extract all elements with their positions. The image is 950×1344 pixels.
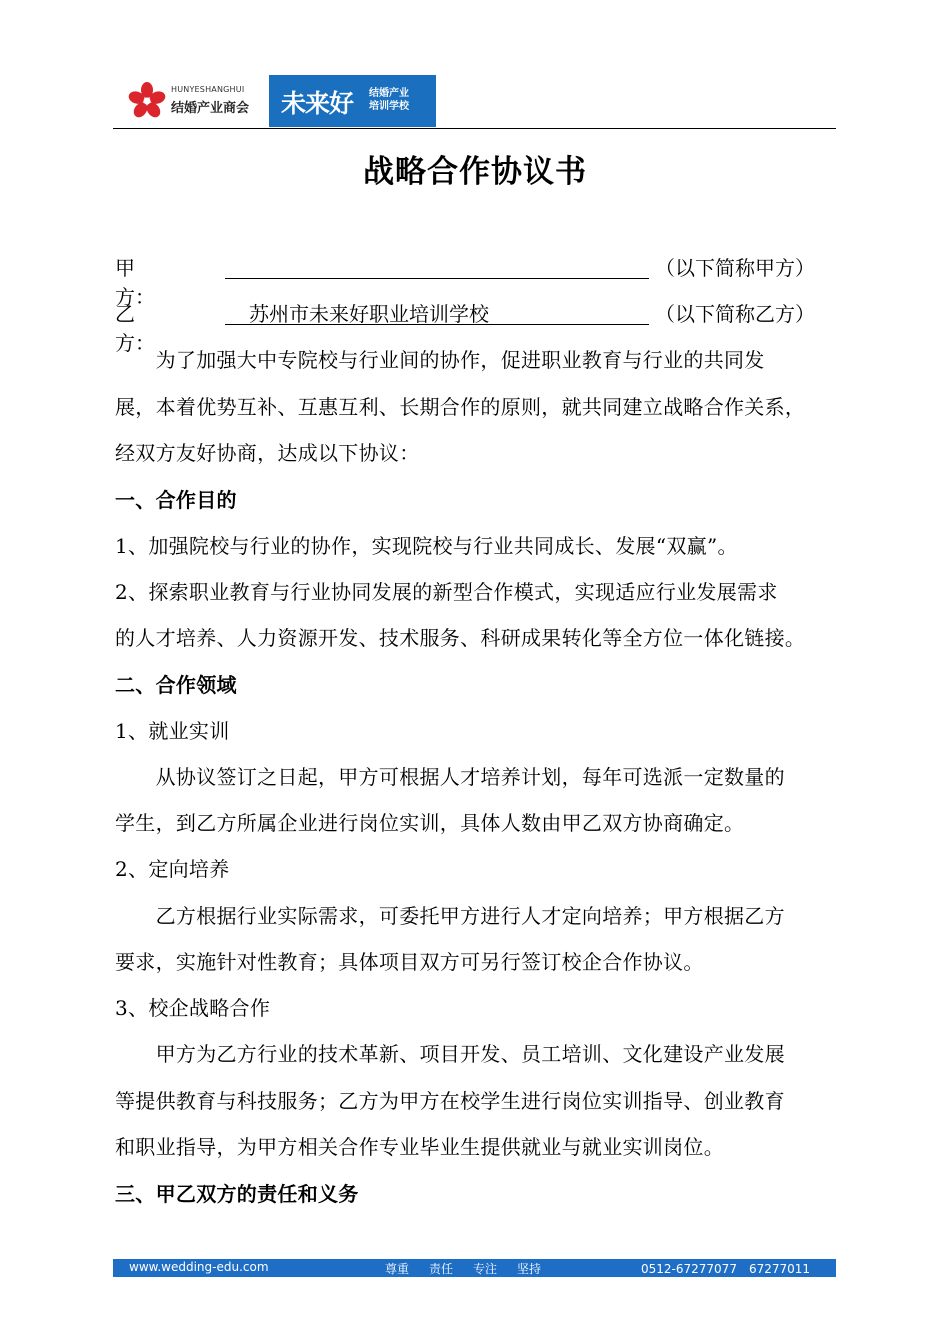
body-line: 学生，到乙方所属企业进行岗位实训，具体人数由甲乙双方协商确定。 <box>115 811 745 835</box>
footer-phone: 0512-67277077 67277011 <box>641 1262 811 1276</box>
footer-values <box>385 1260 561 1277</box>
body-line: 1、就业实训 <box>115 719 230 743</box>
body-line: 展，本着优势互补、互惠互利、长期合作的原则，就共同建立战略合作关系， <box>115 395 806 419</box>
section-heading: 二、合作领域 <box>115 673 237 697</box>
party-b-abbr: （以下简称乙方） <box>655 302 815 326</box>
page-title: 战略合作协议书 <box>363 154 587 190</box>
body-line: 2、探索职业教育与行业协同发展的新型合作模式，实现适应行业发展需求 <box>115 580 778 604</box>
section-heading: 一、合作目的 <box>115 488 237 512</box>
chamber-logo-cn: 结婚产业商会 <box>171 101 250 116</box>
section-heading: 三、甲乙双方的责任和义务 <box>115 1182 359 1206</box>
school-logo <box>269 75 436 127</box>
school-logo-main: 未来好 <box>281 89 354 118</box>
header-divider <box>113 128 836 129</box>
footer-value: 坚持 <box>517 1262 542 1276</box>
party-b-field <box>225 298 649 325</box>
letterhead <box>113 75 836 129</box>
body-line: 从协议签订之日起，甲方可根据人才培养计划，每年可选派一定数量的 <box>115 765 785 789</box>
body-line: 1、加强院校与行业的协作，实现院校与行业共同成长、发展“双赢”。 <box>115 534 738 558</box>
chamber-logo <box>113 75 267 127</box>
body-line: 要求，实施针对性教育；具体项目双方可另行签订校企合作协议。 <box>115 950 704 974</box>
footer-value: 专注 <box>473 1262 498 1276</box>
party-a-field <box>225 252 649 279</box>
body-line: 等提供教育与科技服务；乙方为甲方在校学生进行岗位实训指导、创业教育 <box>115 1089 785 1113</box>
school-logo-sub2: 培训学校 <box>369 101 409 112</box>
body-line: 乙方根据行业实际需求，可委托甲方进行人才定向培养；甲方根据乙方 <box>115 904 785 928</box>
body-line: 和职业指导，为甲方相关合作专业毕业生提供就业与就业实训岗位。 <box>115 1135 724 1159</box>
body-line: 为了加强大中专院校与行业间的协作，促进职业教育与行业的共同发 <box>115 348 765 372</box>
party-b-value: 苏州市未来好职业培训学校 <box>249 302 489 326</box>
footer-value: 尊重 <box>385 1262 410 1276</box>
flower-logo-icon <box>127 81 167 121</box>
body-line: 甲方为乙方行业的技术革新、项目开发、员工培训、文化建设产业发展 <box>115 1042 785 1066</box>
body-line: 3、校企战略合作 <box>115 996 271 1020</box>
party-a-abbr: （以下简称甲方） <box>655 256 815 280</box>
body-line: 2、定向培养 <box>115 857 230 881</box>
chamber-logo-en: HUNYESHANGHUI <box>171 85 245 94</box>
school-logo-sub <box>369 87 409 113</box>
body-line: 经双方友好协商，达成以下协议： <box>115 441 420 465</box>
party-b-label: 乙 方： <box>115 302 175 355</box>
footer-bar <box>113 1259 836 1277</box>
footer-value: 责任 <box>429 1262 454 1276</box>
party-a-label: 甲 方： <box>115 256 175 309</box>
footer-website: www.wedding-edu.com <box>129 1260 269 1274</box>
party-a-value <box>225 252 249 276</box>
body-line: 的人才培养、人力资源开发、技术服务、科研成果转化等全方位一体化链接。 <box>115 626 806 650</box>
school-logo-sub1: 结婚产业 <box>369 88 409 99</box>
